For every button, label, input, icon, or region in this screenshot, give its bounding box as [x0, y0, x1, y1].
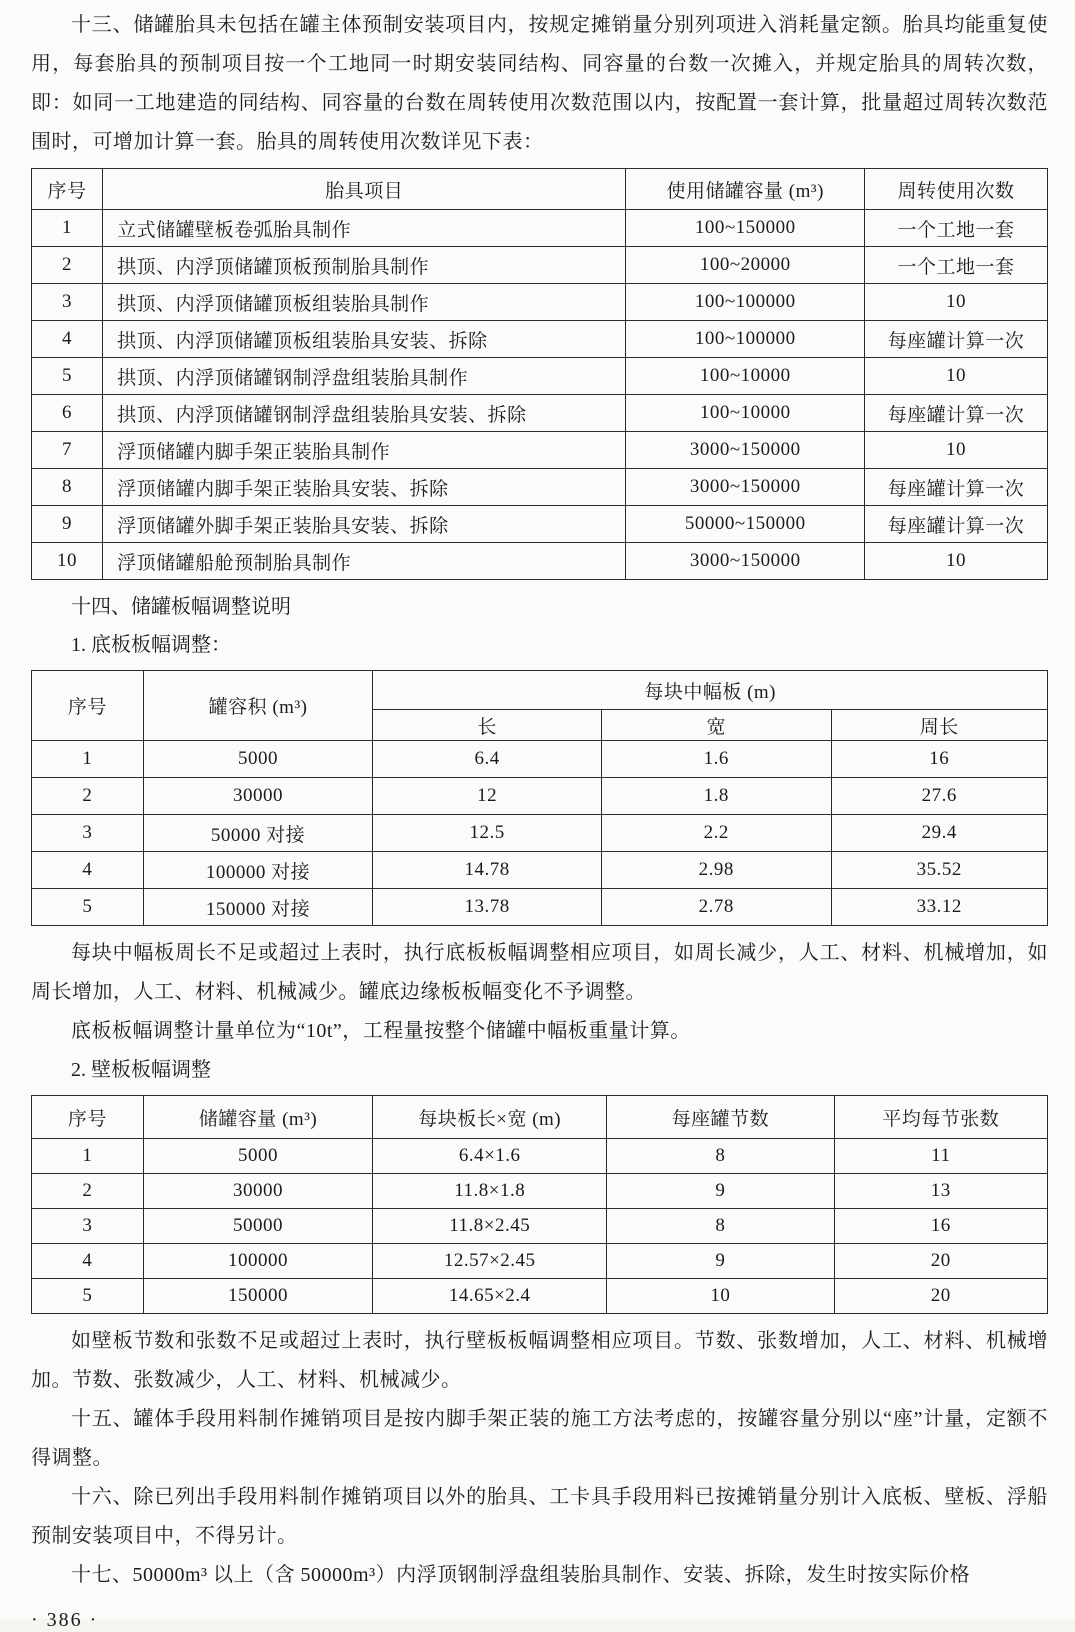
table-cell: 3000~150000: [626, 543, 865, 580]
table-cell: 100000: [143, 1244, 373, 1279]
table-row: [32, 815, 1048, 852]
table-cell: 13.78: [373, 889, 602, 926]
table-cell: 一个工地一套: [865, 210, 1048, 247]
col-header-no: 序号: [32, 671, 144, 741]
table-cell: 3000~150000: [626, 469, 865, 506]
table-row: [32, 1244, 1048, 1279]
bottom-plate-table: [31, 670, 1048, 926]
table-cell: 50000 对接: [143, 815, 373, 852]
table-row: [32, 284, 1048, 321]
table-cell: 1.8: [601, 778, 831, 815]
table-cell: 每座罐计算一次: [865, 395, 1048, 432]
table-row: [32, 1209, 1048, 1244]
table-cell: 2: [32, 1174, 144, 1209]
table-row: [32, 741, 1048, 778]
table-cell: 9: [32, 506, 103, 543]
table-row: [32, 778, 1048, 815]
table-cell: 100~150000: [626, 210, 865, 247]
subsection-heading-14-1: 1. 底板板幅调整：: [71, 634, 231, 656]
table-cell: 29.4: [831, 815, 1047, 852]
paragraph-wall-plate-rule: 如壁板节数和张数不足或超过上表时，执行壁板板幅调整相应项目。节数、张数增加，人工、材料、机械增加。节数、张数减少，人工、材料、机械减少。: [31, 1330, 1048, 1391]
table-cell: 浮顶储罐内脚手架正装胎具制作: [103, 432, 626, 469]
table-row: [32, 506, 1048, 543]
table-cell: 12.5: [373, 815, 602, 852]
table-cell: 浮顶储罐船舱预制胎具制作: [103, 543, 626, 580]
table-cell: 100~10000: [626, 395, 865, 432]
table-cell: 50000~150000: [626, 506, 865, 543]
col-header-size: 每块板长×宽 (m): [373, 1096, 607, 1139]
table-row: [32, 1279, 1048, 1314]
table-cell: 10: [865, 543, 1048, 580]
table-cell: 10: [865, 284, 1048, 321]
table-cell: 5: [32, 889, 144, 926]
table-cell: 浮顶储罐外脚手架正装胎具安装、拆除: [103, 506, 626, 543]
table-cell: 拱顶、内浮顶储罐钢制浮盘组装胎具安装、拆除: [103, 395, 626, 432]
table-cell: 2: [32, 247, 103, 284]
table-cell: 11: [834, 1139, 1047, 1174]
table-cell: 14.65×2.4: [373, 1279, 607, 1314]
table-cell: 150000: [143, 1279, 373, 1314]
paragraph-item-17: 十七、50000m³ 以上（含 50000m³）内浮顶钢制浮盘组装胎具制作、安装、拆除，发生时按实际价格: [71, 1564, 971, 1586]
col-header-capacity: 储罐容量 (m³): [143, 1096, 373, 1139]
col-header-length: 长: [373, 710, 602, 741]
table-cell: 11.8×1.8: [373, 1174, 607, 1209]
table-cell: 2.2: [601, 815, 831, 852]
table-cell: 33.12: [831, 889, 1047, 926]
table-cell: 8: [607, 1209, 835, 1244]
table-cell: 12: [373, 778, 602, 815]
table-cell: 每座罐计算一次: [865, 506, 1048, 543]
paragraph-item-13: 十三、储罐胎具未包括在罐主体预制安装项目内，按规定摊销量分别列项进入消耗量定额。胎具均能重复使用，每套胎具的预制项目按一个工地同一时期安装同结构、同容量的台数一次摊入，并规定胎具的周转次数，即：如同一工地建造的同结构、同容量的台数在周转使用次数范围以内，按配置一套计算，批量超过周转次数范围时，可增加计算一套。胎具的周转使用次数详见下表：: [31, 14, 1048, 153]
table-cell: 5000: [143, 741, 373, 778]
table-row: [32, 889, 1048, 926]
table-cell: 50000: [143, 1209, 373, 1244]
table-cell: 1.6: [601, 741, 831, 778]
table-row: [32, 395, 1048, 432]
col-header-turnover: 周转使用次数: [865, 169, 1048, 210]
table-cell: 拱顶、内浮顶储罐顶板预制胎具制作: [103, 247, 626, 284]
table-cell: 27.6: [831, 778, 1047, 815]
page-number: · 386 ·: [31, 1609, 99, 1631]
table-row: [32, 321, 1048, 358]
table-cell: 20: [834, 1279, 1047, 1314]
table-cell: 100000 对接: [143, 852, 373, 889]
tooling-table-header: [32, 169, 1048, 210]
table-cell: 12.57×2.45: [373, 1244, 607, 1279]
table-cell: 2.98: [601, 852, 831, 889]
table-cell: 10: [32, 543, 103, 580]
table-cell: 13: [834, 1174, 1047, 1209]
table-cell: 5: [32, 1279, 144, 1314]
table-cell: 拱顶、内浮顶储罐钢制浮盘组装胎具制作: [103, 358, 626, 395]
col-header-capacity: 使用储罐容量 (m³): [626, 169, 865, 210]
table-cell: 6.4×1.6: [373, 1139, 607, 1174]
table-cell: 1: [32, 741, 144, 778]
table-cell: 3: [32, 1209, 144, 1244]
table-cell: 6.4: [373, 741, 602, 778]
col-header-sheets: 平均每节张数: [834, 1096, 1047, 1139]
table-cell: 5000: [143, 1139, 373, 1174]
col-header-perimeter: 周长: [831, 710, 1047, 741]
table-cell: 100~10000: [626, 358, 865, 395]
table-cell: 10: [865, 358, 1048, 395]
table-cell: 30000: [143, 778, 373, 815]
table-cell: 11.8×2.45: [373, 1209, 607, 1244]
table-row: [32, 469, 1048, 506]
bottom-plate-table-header: [32, 671, 1048, 741]
col-header-capacity: 罐容积 (m³): [143, 671, 373, 741]
tooling-table-body: [32, 210, 1048, 580]
wall-plate-table: [31, 1095, 1048, 1314]
table-cell: 10: [865, 432, 1048, 469]
table-cell: 浮顶储罐内脚手架正装胎具安装、拆除: [103, 469, 626, 506]
section-heading-14: 十四、储罐板幅调整说明: [71, 596, 291, 618]
table-cell: 1: [32, 1139, 144, 1174]
table-cell: 5: [32, 358, 103, 395]
table-cell: 10: [607, 1279, 835, 1314]
table-row: [32, 358, 1048, 395]
table-cell: 一个工地一套: [865, 247, 1048, 284]
table-cell: 每座罐计算一次: [865, 321, 1048, 358]
table-cell: 9: [607, 1174, 835, 1209]
tooling-turnover-table: [31, 168, 1048, 580]
col-header-no: 序号: [32, 169, 103, 210]
paragraph-item-16: 十六、除已列出手段用料制作摊销项目以外的胎具、工卡具手段用料已按摊销量分别计入底板、壁板、浮船预制安装项目中，不得另计。: [31, 1486, 1048, 1547]
table-cell: 100~100000: [626, 321, 865, 358]
table-cell: 拱顶、内浮顶储罐顶板组装胎具安装、拆除: [103, 321, 626, 358]
table-cell: 每座罐计算一次: [865, 469, 1048, 506]
table-cell: 8: [32, 469, 103, 506]
bottom-plate-table-body: [32, 741, 1048, 926]
table-cell: 8: [607, 1139, 835, 1174]
table-row: [32, 210, 1048, 247]
table-cell: 3000~150000: [626, 432, 865, 469]
table-row: [32, 1174, 1048, 1209]
col-header-sections: 每座罐节数: [607, 1096, 835, 1139]
table-cell: 16: [831, 741, 1047, 778]
table-row: [32, 1139, 1048, 1174]
table-row: [32, 543, 1048, 580]
table-cell: 35.52: [831, 852, 1047, 889]
table-cell: 3: [32, 815, 144, 852]
table-cell: 1: [32, 210, 103, 247]
table-cell: 150000 对接: [143, 889, 373, 926]
table-cell: 7: [32, 432, 103, 469]
table-cell: 9: [607, 1244, 835, 1279]
table-row: [32, 432, 1048, 469]
table-cell: 16: [834, 1209, 1047, 1244]
wall-plate-table-header: [32, 1096, 1048, 1139]
table-row: [32, 852, 1048, 889]
table-cell: 6: [32, 395, 103, 432]
table-cell: 100~20000: [626, 247, 865, 284]
col-header-width: 宽: [601, 710, 831, 741]
paragraph-bottom-plate-unit: 底板板幅调整计量单位为“10t”，工程量按整个储罐中幅板重量计算。: [71, 1020, 691, 1042]
table-cell: 2: [32, 778, 144, 815]
paragraph-item-15: 十五、罐体手段用料制作摊销项目是按内脚手架正装的施工方法考虑的，按罐容量分别以“座”计量，定额不得调整。: [31, 1408, 1048, 1469]
table-cell: 4: [32, 1244, 144, 1279]
table-cell: 20: [834, 1244, 1047, 1279]
table-row: [32, 247, 1048, 284]
wall-plate-table-body: [32, 1139, 1048, 1314]
col-header-item: 胎具项目: [103, 169, 626, 210]
table-cell: 拱顶、内浮顶储罐顶板组装胎具制作: [103, 284, 626, 321]
col-header-no: 序号: [32, 1096, 144, 1139]
table-cell: 3: [32, 284, 103, 321]
paragraph-bottom-plate-rule: 每块中幅板周长不足或超过上表时，执行底板板幅调整相应项目，如周长减少，人工、材料、机械增加，如周长增加，人工、材料、机械减少。罐底边缘板板幅变化不予调整。: [31, 942, 1048, 1003]
table-cell: 30000: [143, 1174, 373, 1209]
table-cell: 100~100000: [626, 284, 865, 321]
table-cell: 4: [32, 321, 103, 358]
table-cell: 14.78: [373, 852, 602, 889]
table-cell: 2.78: [601, 889, 831, 926]
subsection-heading-14-2: 2. 壁板板幅调整: [71, 1059, 211, 1081]
table-cell: 4: [32, 852, 144, 889]
table-cell: 立式储罐壁板卷弧胎具制作: [103, 210, 626, 247]
col-header-middle-plate-group: 每块中幅板 (m): [373, 671, 1048, 710]
